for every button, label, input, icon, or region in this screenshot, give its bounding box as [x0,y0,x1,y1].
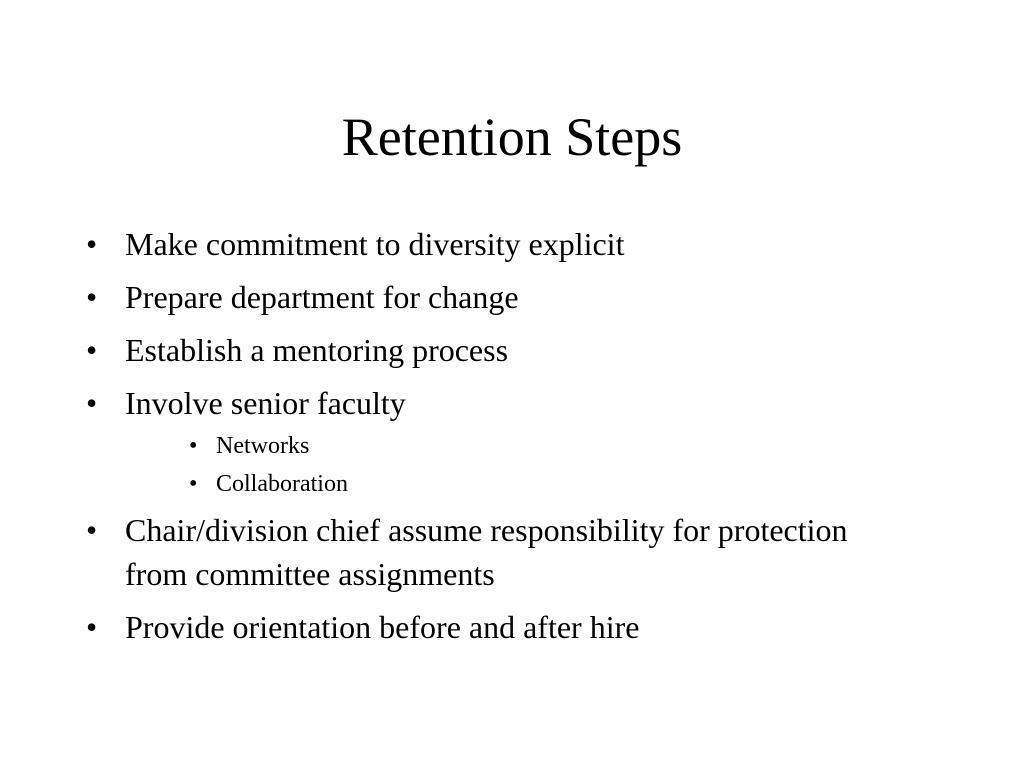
bullet-dot-icon: • [86,385,98,421]
bullet-item [0,275,905,319]
bullet-item [0,381,905,425]
sub-bullet-text: Networks [216,433,310,459]
sub-bullet-dot-icon: • [189,433,198,459]
bullet-dot-icon: • [86,226,98,262]
bullet-list [0,222,1024,658]
bullet-text: Chair/division chief assume responsibility for protection from committee assignments [125,512,848,592]
bullet-text: Prepare department for change [125,279,519,315]
slide-title: Retention Steps [341,107,683,167]
sub-bullet-text: Collaboration [216,471,348,497]
sub-bullet-item [0,430,1024,462]
bullet-item [0,508,905,596]
sub-bullet-item [0,468,1024,500]
bullet-text: Involve senior faculty [125,385,406,421]
bullet-text: Make commitment to diversity explicit [125,226,625,262]
sub-bullet-dot-icon: • [189,471,198,497]
bullet-item [0,605,905,649]
bullet-dot-icon: • [86,279,98,315]
sub-bullet-list [0,430,1024,500]
bullet-item [0,222,905,266]
bullet-text: Establish a mentoring process [125,332,509,368]
bullet-dot-icon: • [86,512,98,548]
bullet-dot-icon: • [86,332,98,368]
bullet-dot-icon: • [86,609,98,645]
bullet-text: Provide orientation before and after hire [125,609,640,645]
bullet-item [0,328,905,372]
